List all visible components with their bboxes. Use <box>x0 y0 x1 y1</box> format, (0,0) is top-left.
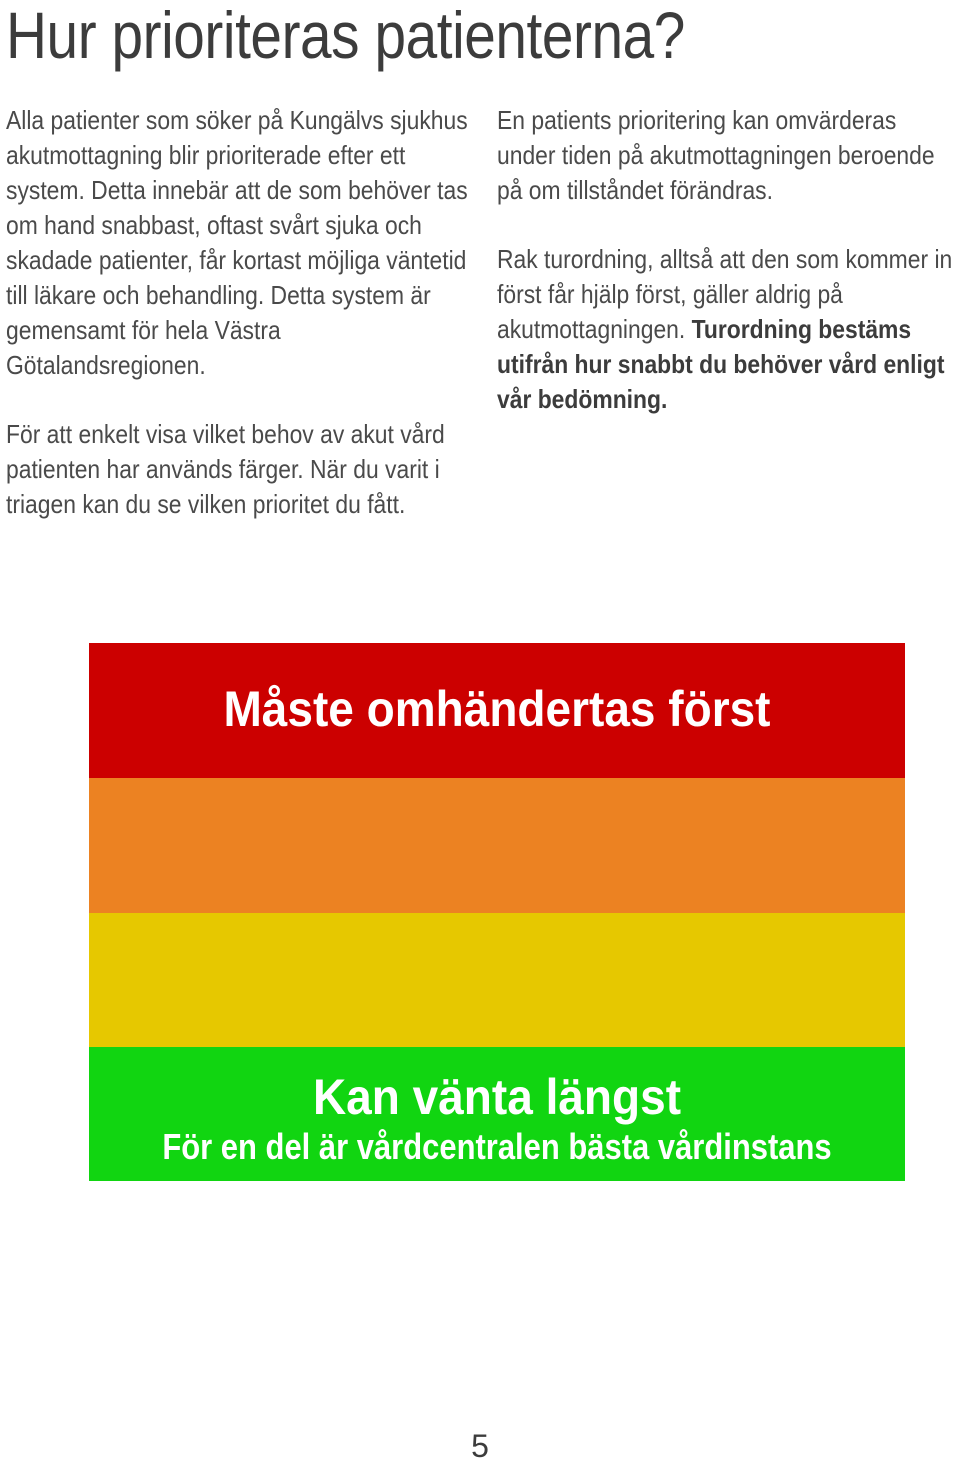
intro-column-left <box>6 103 476 522</box>
triage-red-label: Måste omhändertas först <box>223 681 771 737</box>
triage-green-sublabel: För en del är vårdcentralen bästa vårdinstans <box>162 1126 832 1167</box>
order-paragraph-text: Rak turordning, alltså att den som kommer in först får hjälp först, gäller aldrig på akutmottagningen. <box>497 244 953 344</box>
intro-paragraph-2: För att enkelt visa vilket behov av akut vård patienten har används färger. När du varit i triagen kan du se vilken prioritet du fått. <box>6 419 445 519</box>
order-paragraph <box>497 242 958 417</box>
triage-band-orange <box>89 778 905 913</box>
order-paragraph-emphasis: Turordning bestäms utifrån hur snabbt du behöver vård enligt vår bedömning. <box>497 314 945 414</box>
page-title: Hur prioriteras patienterna? <box>6 0 685 72</box>
triage-color-scale <box>89 643 905 1181</box>
intro-paragraph-1: Alla patienter som söker på Kungälvs sjukhus akutmottagning blir prioriterade efter ett system. Detta innebär att de som behöver tas om hand snabbast, oftast svårt sjuka och skadade patienter, får kortast möjliga väntetid till läkare och behandling. Detta system är gemensamt för hela Västra Götalandsregionen. <box>6 105 468 380</box>
triage-band-yellow <box>89 913 905 1048</box>
intro-column-right <box>497 103 957 417</box>
reassessment-paragraph: En patients prioritering kan omvärderas under tiden på akutmottagningen beroende på om tillståndet förändras. <box>497 105 935 205</box>
triage-band-red <box>89 643 905 778</box>
triage-green-label: Kan vänta längst <box>312 1069 682 1125</box>
page-number: 5 <box>471 1428 489 1464</box>
triage-band-green <box>89 1047 905 1181</box>
